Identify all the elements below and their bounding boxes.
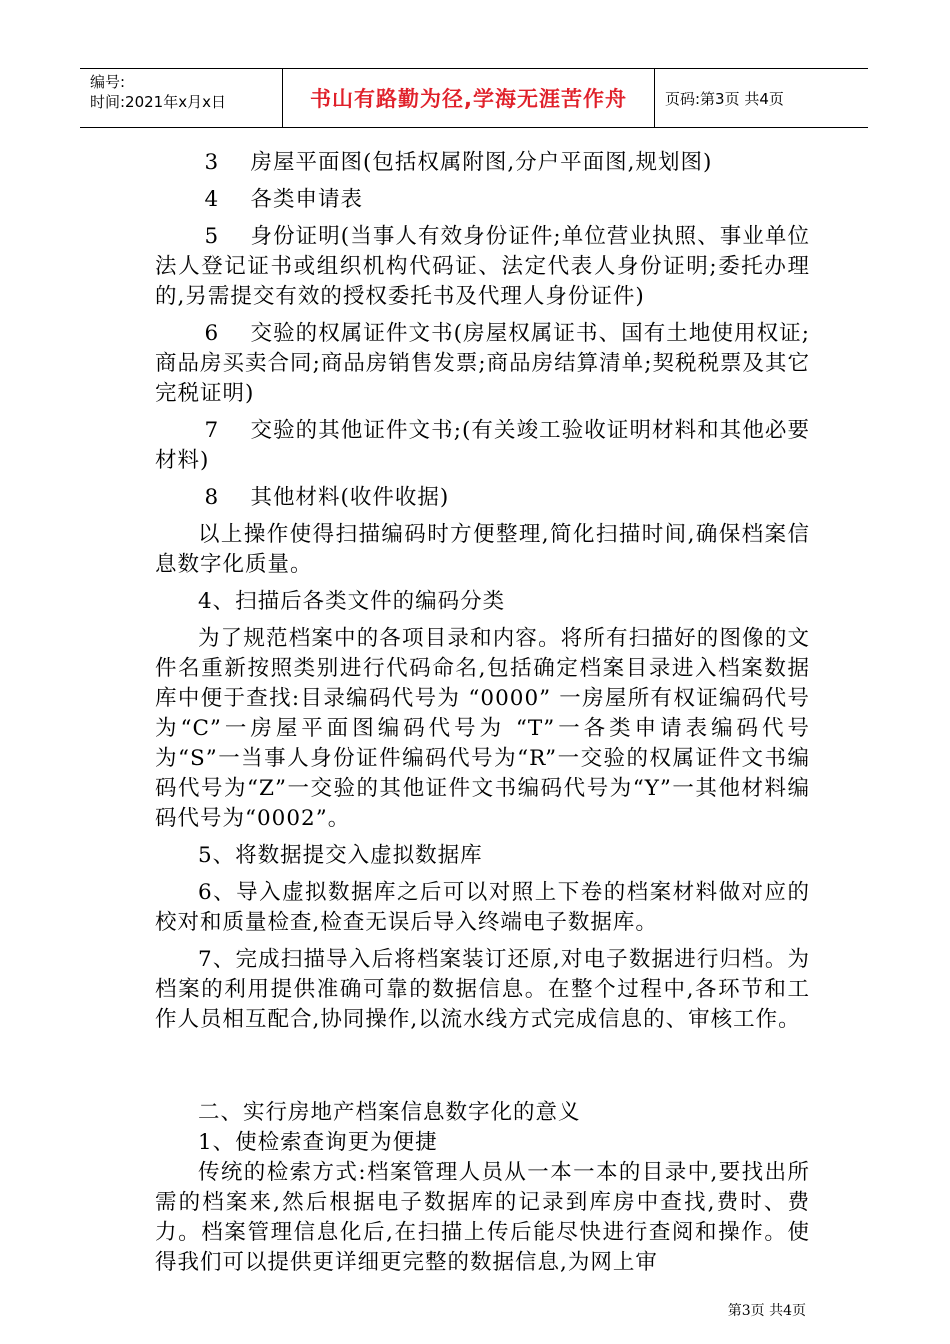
list-item: 3 房屋平面图(包括权属附图,分户平面图,规划图) bbox=[204, 150, 713, 175]
paragraph-import: 6、导入虚拟数据库之后可以对照上下卷的档案材料做对应的校对和质量检查,检查无误后导入终端电子数据库。 bbox=[155, 880, 810, 935]
page-footer: 第3页 共4页 bbox=[727, 1303, 806, 1319]
list-item: 6 交验的权属证件文书(房屋权属证书、国有土地使用权证;商品房买卖合同;商品房销售发票;商品房结算清单;契税税票及其它完税证明) bbox=[155, 321, 810, 406]
paragraph-summary: 以上操作使得扫描编码时方便整理,简化扫描时间,确保档案信息数字化质量。 bbox=[155, 522, 810, 577]
subheading-retrieval: 1、使检索查询更为便捷 bbox=[198, 1130, 438, 1155]
paragraph-encoding: 为了规范档案中的各项目录和内容。将所有扫描好的图像的文件名重新按照类别进行代码命名,包括确定档案目录进入档案数据库中便于查找:目录编码代号为 “0000” 一房屋所有权证编码代号为“C”一房屋平面图编码代号为 “T”一各类申请表编码代号为“S”一当事人身份证件编码代号为“R”一交验的权属证件文书编码代号为“Z”一交验的其他证件文书编码代号为“Y”一其他材料编码代号为“0002”。 bbox=[155, 626, 810, 831]
paragraph-retrieval: 传统的检索方式:档案管理人员从一本一本的目录中,要找出所需的档案来,然后根据电子数据库的记录到库房中查找,费时、费力。档案管理信息化后,在扫描上传后能尽快进行查阅和操作。使得我们可以提供更详细更完整的数据信息,为网上审 bbox=[155, 1160, 810, 1275]
document-body bbox=[155, 148, 810, 1285]
header-meta-cell bbox=[80, 69, 283, 127]
number-label: 编号: bbox=[90, 73, 126, 91]
time-label: 时间:2021年x月x日 bbox=[90, 93, 226, 111]
header-page-cell bbox=[655, 69, 868, 127]
list-item: 4 各类申请表 bbox=[204, 187, 363, 212]
spacer bbox=[155, 1042, 810, 1098]
paragraph-archive: 7、完成扫描导入后将档案装订还原,对电子数据进行归档。为档案的利用提供准确可靠的数据信息。在整个过程中,各环节和工作人员相互配合,协同操作,以流水线方式完成信息的、审核工作。 bbox=[155, 947, 810, 1032]
subheading-submit: 5、将数据提交入虚拟数据库 bbox=[198, 843, 483, 868]
list-item: 7 交验的其他证件文书;(有关竣工验收证明材料和其他必要材料) bbox=[155, 418, 810, 473]
page-code: 页码:第3页 共4页 bbox=[665, 89, 784, 108]
header-table bbox=[80, 68, 868, 128]
motto-text: 书山有路勤为径,学海无涯苦作舟 bbox=[310, 87, 627, 111]
list-item: 8 其他材料(收件收据) bbox=[204, 485, 450, 510]
list-item: 5 身份证明(当事人有效身份证件;单位营业执照、事业单位法人登记证书或组织机构代码证、法定代表人身份证明;委托办理的,另需提交有效的授权委托书及代理人身份证件) bbox=[155, 224, 810, 309]
header-motto-cell bbox=[283, 69, 655, 127]
section-title: 二、实行房地产档案信息数字化的意义 bbox=[198, 1100, 581, 1125]
subheading-encoding: 4、扫描后各类文件的编码分类 bbox=[198, 589, 506, 614]
